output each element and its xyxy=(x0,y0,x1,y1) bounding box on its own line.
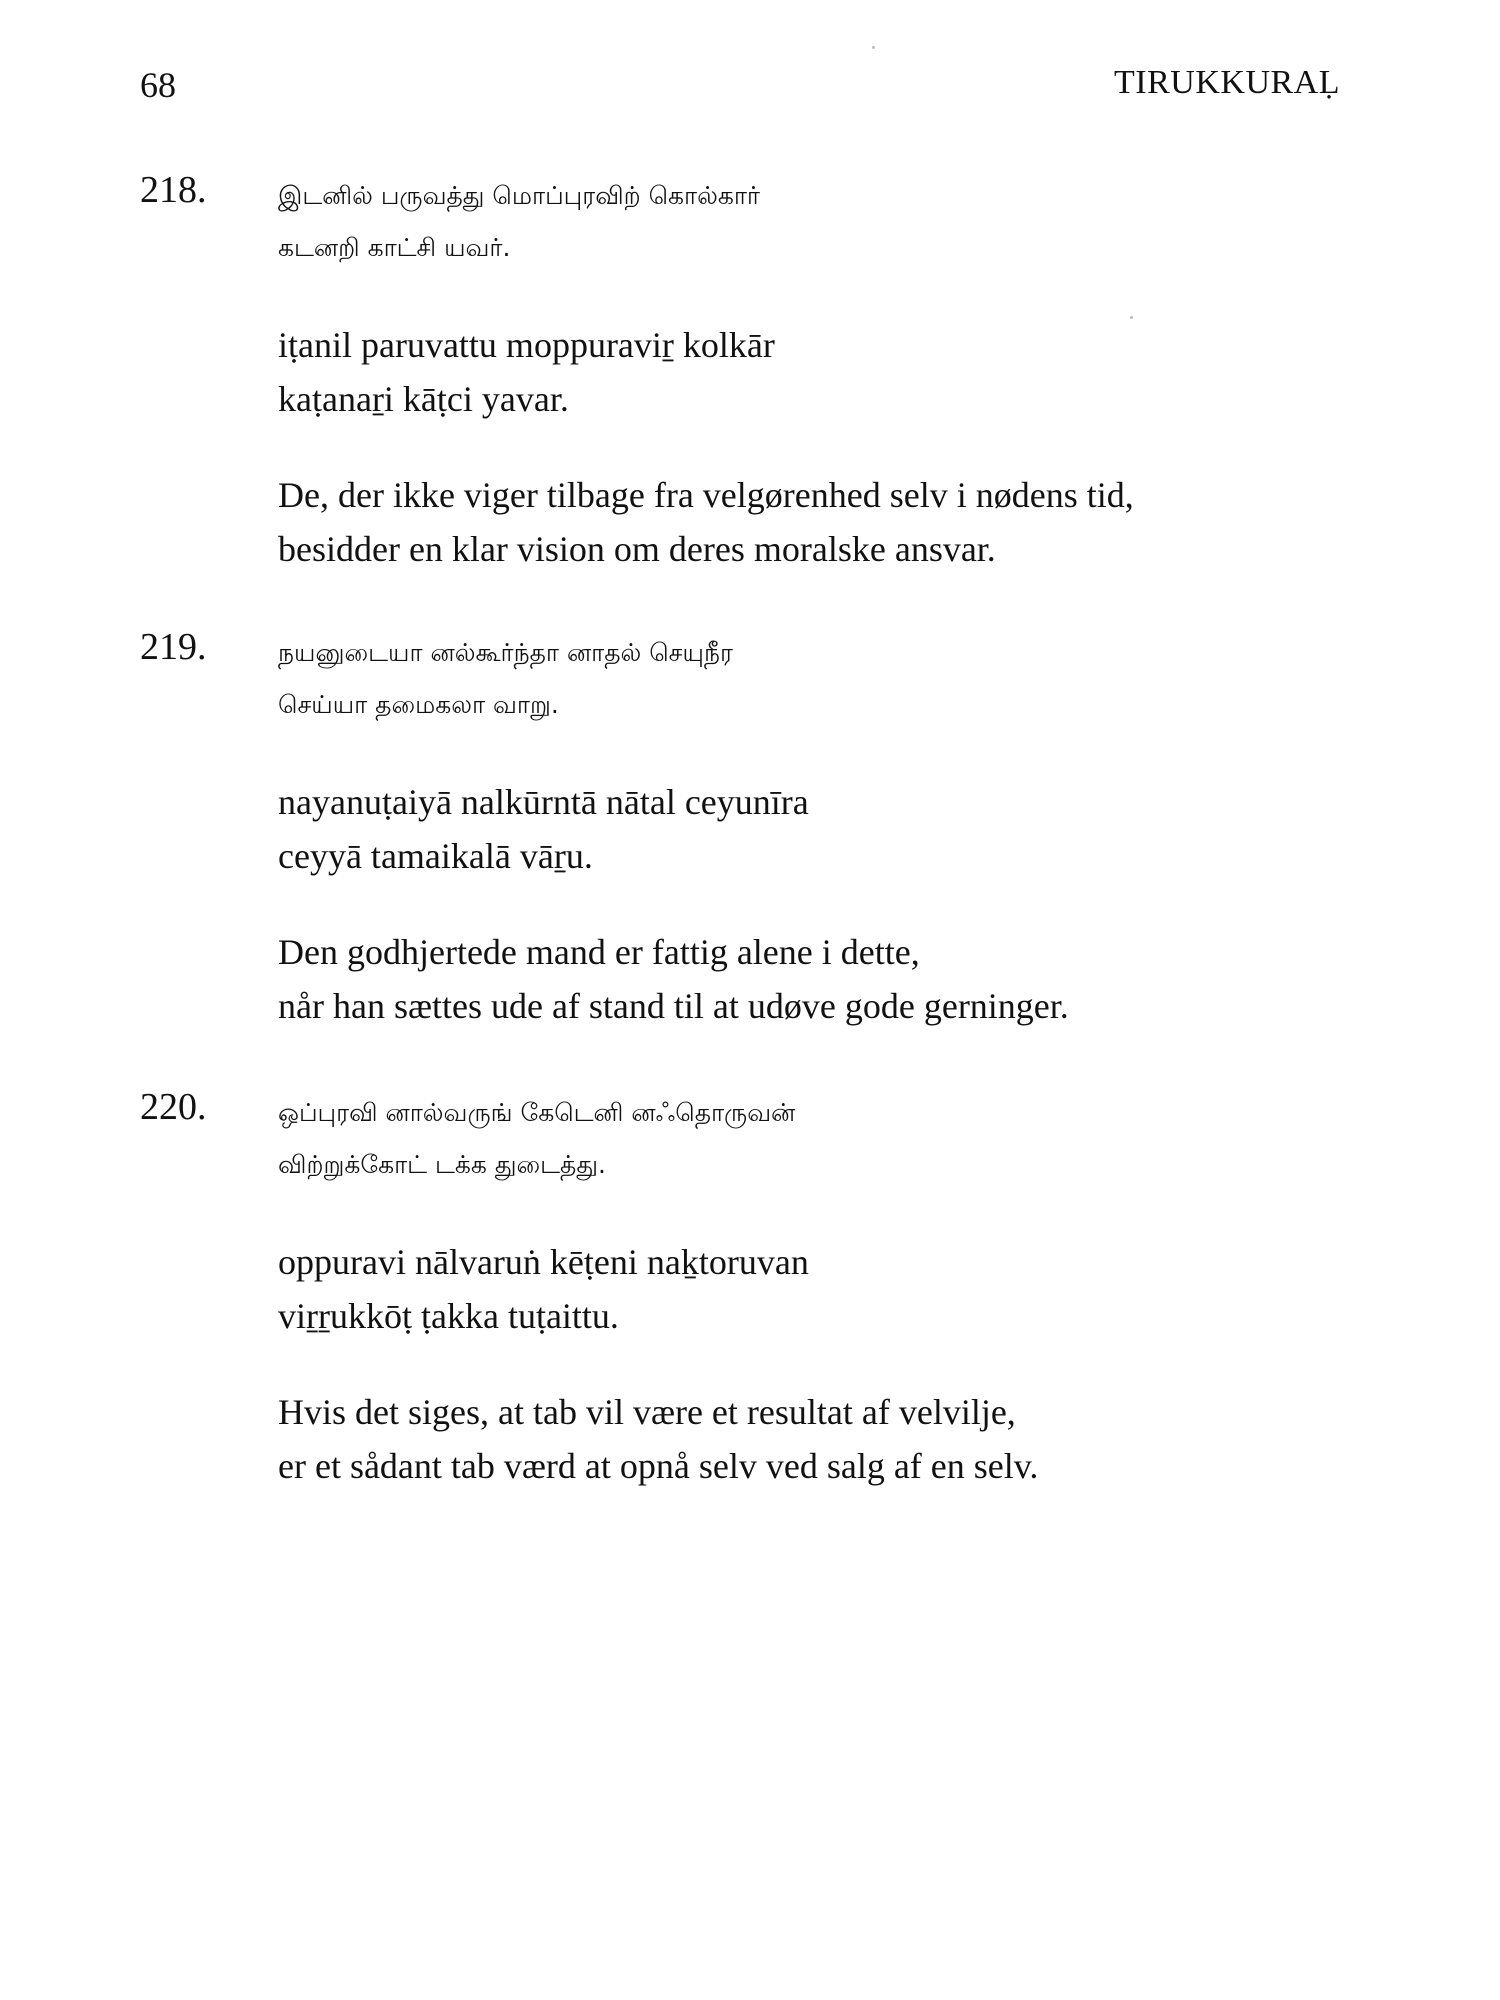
tamil-line: விற்றுக்கோட் டக்க துடைத்து. xyxy=(278,1150,606,1179)
translation-line: Hvis det siges, at tab vil være et resultat af velvilje, xyxy=(278,1392,1016,1432)
page-number: 68 xyxy=(140,65,176,105)
transliteration-line: oppuravi nālvaruṅ kēṭeni naḵtoruvan xyxy=(278,1242,809,1282)
transliteration-line: nayanuṭaiyā nalkūrntā nātal ceyunīra xyxy=(278,782,809,822)
translation xyxy=(278,925,1069,1033)
translation-line: er et sådant tab værd at opnå selv ved salg af en selv. xyxy=(278,1446,1039,1486)
tamil-line: இடனில் பருவத்து மொப்புரவிற் கொல்கார் xyxy=(278,181,760,210)
transliteration xyxy=(278,775,809,883)
tamil-text xyxy=(278,627,733,731)
tamil-line: ஒப்புரவி னால்வருங் கேடெனி னஃதொருவன் xyxy=(278,1098,796,1127)
verse-number: 218. xyxy=(140,169,207,211)
transliteration-line: iṭanil paruvattu moppuraviṟ kolkār xyxy=(278,325,775,365)
translation xyxy=(278,468,1134,576)
transliteration-line: ceyyā tamaikalā vāṟu. xyxy=(278,836,593,876)
translation xyxy=(278,1385,1038,1493)
transliteration-line: kaṭanaṟi kāṭci yavar. xyxy=(278,379,569,419)
running-title: TIRUKKURAḶ xyxy=(1114,64,1340,101)
translation-line: når han sættes ude af stand til at udøve gode gerninger. xyxy=(278,986,1069,1026)
tamil-line: செய்யா தமைகலா வாறு. xyxy=(278,690,559,719)
tamil-text xyxy=(278,170,760,274)
translation-line: De, der ikke viger tilbage fra velgørenhed selv i nødens tid, xyxy=(278,475,1134,515)
tamil-text xyxy=(278,1087,795,1191)
transliteration xyxy=(278,1235,809,1343)
translation-line: besidder en klar vision om deres moralske ansvar. xyxy=(278,529,996,569)
transliteration-line: viṟṟukkōṭ ṭakka tuṭaittu. xyxy=(278,1296,619,1336)
transliteration xyxy=(278,318,775,426)
scan-speck xyxy=(872,46,875,49)
verse-number: 219. xyxy=(140,626,207,668)
verse-number: 220. xyxy=(140,1086,207,1128)
tamil-line: கடனறி காட்சி யவர். xyxy=(278,233,511,262)
tamil-line: நயனுடையா னல்கூர்ந்தா னாதல் செயுநீர xyxy=(278,638,733,667)
translation-line: Den godhjertede mand er fattig alene i dette, xyxy=(278,932,920,972)
scan-speck xyxy=(1130,316,1133,319)
